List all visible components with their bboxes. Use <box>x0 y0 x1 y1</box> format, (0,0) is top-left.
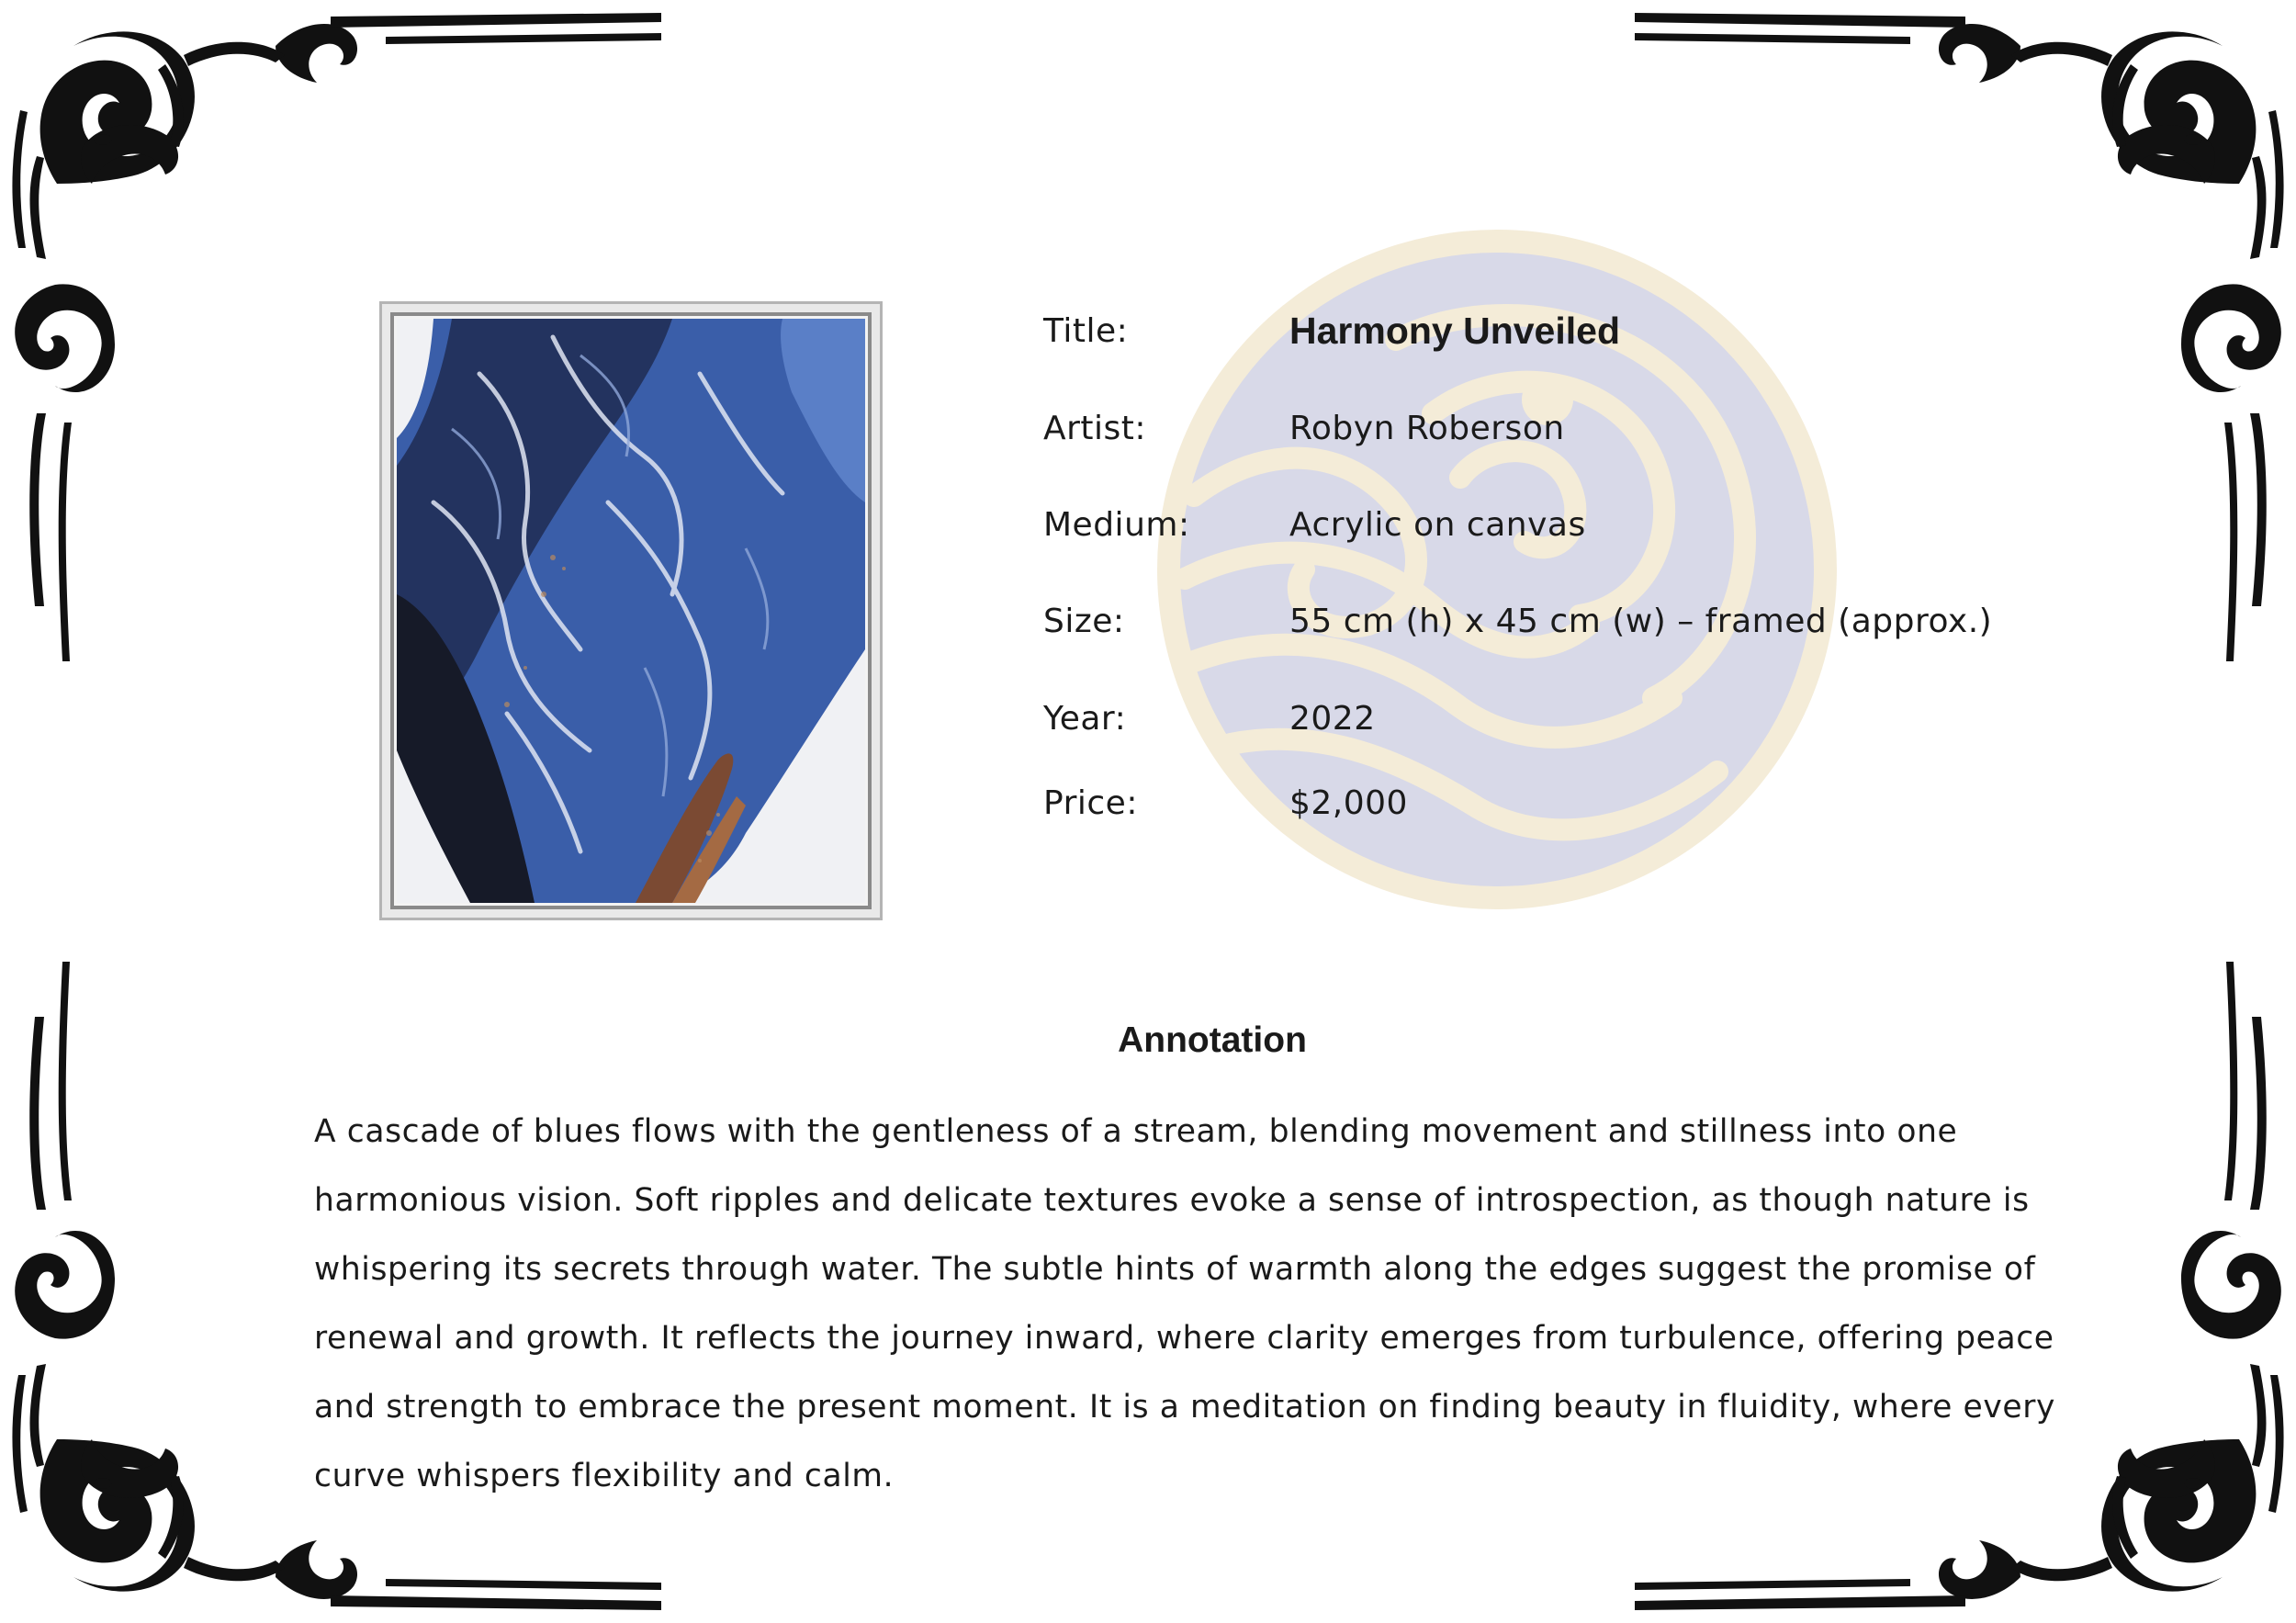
abstract-blue-fluid-painting-icon <box>397 319 865 903</box>
side-ornament-right-upper <box>2177 18 2296 680</box>
detail-label: Price: <box>1043 783 1138 822</box>
price-value: $2,000 <box>1289 783 1408 822</box>
size-value: 55 cm (h) x 45 cm (w) – framed (approx.) <box>1289 602 1993 640</box>
artwork-title: Harmony Unveiled <box>1289 309 1620 352</box>
detail-row-size <box>1043 598 1992 644</box>
detail-label: Title: <box>1043 311 1129 350</box>
medium-value: Acrylic on canvas <box>1289 505 1586 544</box>
artwork-image <box>379 301 883 920</box>
detail-row-title <box>1043 308 1620 354</box>
annotation-text: A cascade of blues flows with the gentleness of a stream, blending movement and stillness into one harmonious vision. Soft ripples and delicate textures evoke a sense of introspection, as though nature is whispering its secrets through water. The subtle hints of warmth along the edges suggest the promise of renewal and growth. It reflects the journey inward, where clarity emerges from turbulence, offering peace and strength to embrace the present moment. It is a meditation on finding beauty in fluidity, where every curve whispers flexibility and calm. <box>314 1113 2056 1494</box>
detail-row-artist <box>1043 405 1565 451</box>
detail-row-price <box>1043 780 1408 826</box>
detail-label: Year: <box>1043 699 1127 738</box>
detail-label: Medium: <box>1043 505 1190 544</box>
year-value: 2022 <box>1289 699 1376 738</box>
annotation-heading: Annotation <box>1118 1020 1307 1060</box>
side-ornament-left-upper <box>0 18 119 680</box>
detail-row-medium <box>1043 502 1586 547</box>
detail-row-year <box>1043 695 1376 741</box>
artist-name: Robyn Roberson <box>1289 409 1565 447</box>
detail-label: Size: <box>1043 602 1125 640</box>
detail-label: Artist: <box>1043 409 1147 447</box>
